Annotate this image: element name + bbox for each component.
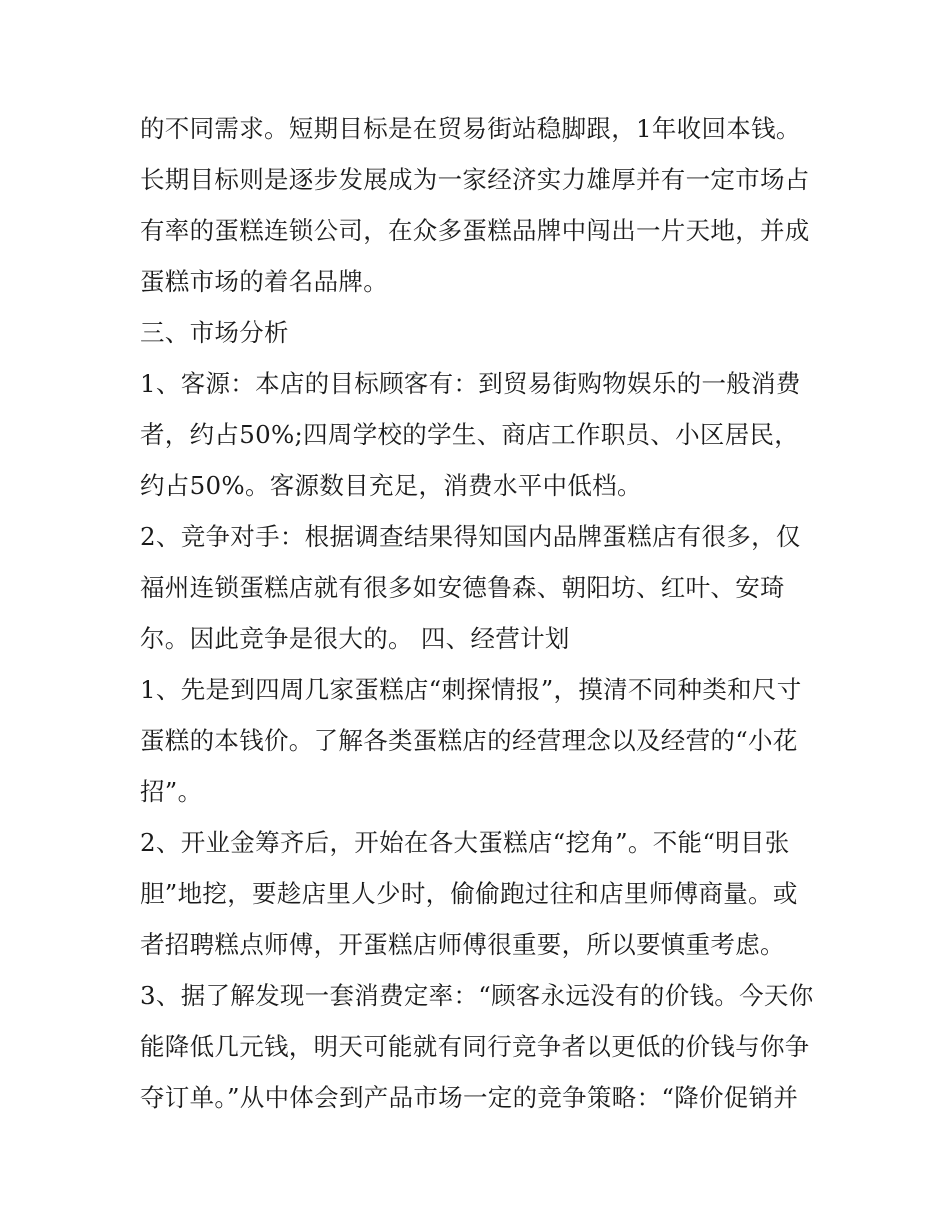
- section-heading: 三、市场分析: [140, 318, 289, 347]
- text-line: 有率的蛋糕连锁公司，在众多蛋糕品牌中闯出一片天地，并成: [140, 216, 810, 245]
- text-line: 者招聘糕点师傅，开蛋糕店师傅很重要，所以要慎重考虑。: [140, 930, 785, 959]
- text-line: 能降低几元钱，明天可能就有同行竞争者以更低的价钱与你争: [140, 1032, 810, 1061]
- text-line: 蛋糕的本钱价。了解各类蛋糕店的经营理念以及经营的“小花: [140, 726, 798, 755]
- text-line: 长期目标则是逐步发展成为一家经济实力雄厚并有一定市场占: [140, 165, 810, 194]
- text-line: 2、竞争对手：根据调查结果得知国内品牌蛋糕店有很多，仅: [140, 522, 801, 551]
- text-line: 招”。: [140, 777, 203, 806]
- text-line: 福州连锁蛋糕店就有很多如安德鲁森、朝阳坊、红叶、安琦: [140, 573, 785, 602]
- text-line: 蛋糕市场的着名品牌。: [140, 267, 388, 296]
- document-text: [140, 103, 820, 1123]
- text-line: 约占50%。客源数目充足，消费水平中低档。: [140, 471, 642, 500]
- text-line: 1、先是到四周几家蛋糕店“刺探情报”，摸清不同种类和尺寸: [140, 675, 802, 704]
- text-line: 2、开业金筹齐后，开始在各大蛋糕店“挖角”。不能“明目张: [140, 828, 790, 857]
- text-line: 的不同需求。短期目标是在贸易街站稳脚跟，1年收回本钱。: [140, 114, 801, 143]
- text-line: 胆”地挖，要趁店里人少时，偷偷跑过往和店里师傅商量。或: [140, 879, 798, 908]
- text-line: 夺订单。”从中体会到产品市场一定的竞争策略：“降价促销并: [140, 1083, 799, 1112]
- text-line: 3、据了解发现一套消费定率：“顾客永远没有的价钱。今天你: [140, 981, 814, 1010]
- text-line: 尔。因此竞争是很大的。 四、经营计划: [140, 624, 570, 653]
- text-line: 者，约占50%;四周学校的学生、商店工作职员、小区居民，: [140, 420, 800, 449]
- text-line: 1、客源：本店的目标顾客有：到贸易街购物娱乐的一般消费: [140, 369, 801, 398]
